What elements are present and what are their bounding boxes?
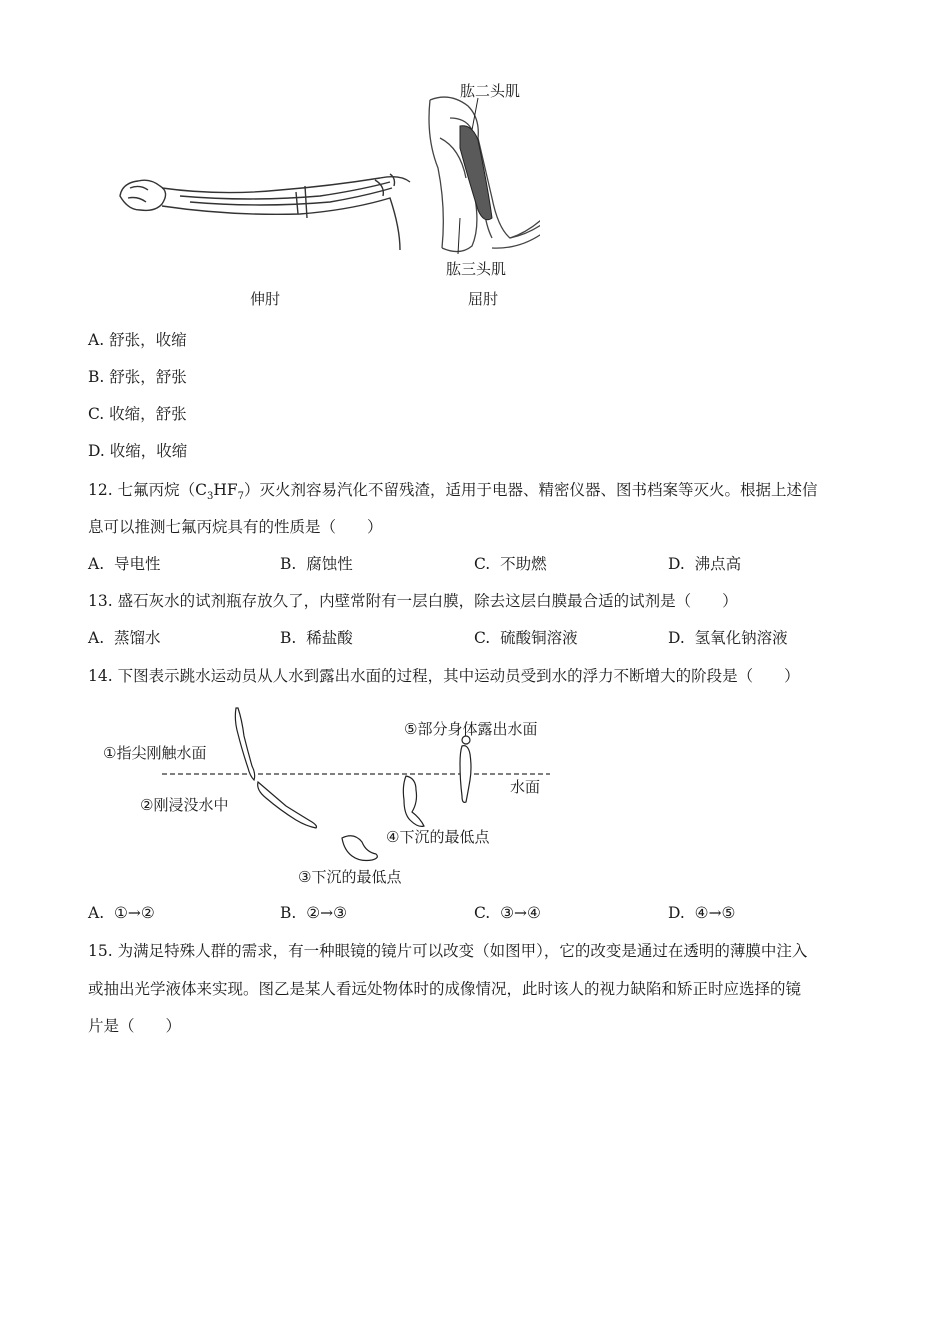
q15-stem-line2: 或抽出光学液体来实现。图乙是某人看远处物体时的成像情况，此时该人的视力缺陷和矫正时应选择的镜	[88, 980, 802, 998]
q13-option-d: D. 氢氧化钠溶液	[668, 629, 788, 647]
arm-figure	[100, 78, 540, 318]
diver-stage5	[460, 736, 471, 802]
stage2-label: ②刚浸没水中	[140, 796, 229, 814]
q12-stem-line1: 12. 七氟丙烷$(C_3HF_7)$灭火剂容易汽化不留残渣，适用于电器、精密仪器、图书档案等灭火。根据上述信	[88, 481, 818, 503]
q14-option-d: D. ④→⑤	[668, 904, 736, 922]
q15-stem-line3: 片是（ ）	[88, 1017, 182, 1035]
extended-arm-drawing	[120, 174, 410, 250]
stage5-label: ⑤部分身体露出水面	[404, 720, 538, 738]
stage4-label: ④下沉的最低点	[386, 828, 490, 846]
q11-option-c: C. 收缩，舒张	[88, 405, 187, 423]
water-surface-label: 水面	[510, 778, 541, 796]
biceps-label: 肱二头肌	[460, 82, 521, 100]
q11-option-b: B. 舒张，舒张	[88, 368, 187, 386]
q11-option-d: D. 收缩，收缩	[88, 442, 188, 460]
q13-option-b: B. 稀盐酸	[280, 629, 353, 647]
q14-option-a: A. ①→②	[88, 904, 155, 922]
q13-option-a: A. 蒸馏水	[88, 629, 161, 647]
q12-stem-line2: 息可以推测七氟丙烷具有的性质是（ ）	[88, 518, 383, 536]
q15-stem-line1: 15. 为满足特殊人群的需求，有一种眼镜的镜片可以改变（如图甲），它的改变是通过在透明的薄膜中注入	[88, 942, 808, 960]
triceps-label: 肱三头肌	[446, 260, 507, 278]
diver-stage4	[403, 776, 424, 826]
q14-stem: 14. 下图表示跳水运动员从人水到露出水面的过程，其中运动员受到水的浮力不断增大的阶段是（ ）	[88, 667, 800, 685]
diver-stage1	[235, 708, 254, 780]
q11-option-a: A. 舒张，收缩	[88, 331, 187, 349]
flex-caption: 屈肘	[468, 290, 499, 308]
stage1-label: ①指尖刚触水面	[103, 744, 207, 762]
extend-caption: 伸肘	[250, 290, 281, 308]
arm-illustration	[100, 78, 540, 318]
q12-option-d: D. 沸点高	[668, 555, 742, 573]
q12-option-a: A. 导电性	[88, 555, 161, 573]
q14-option-b: B. ②→③	[280, 904, 347, 922]
diver-stage3	[342, 836, 377, 861]
q12-option-c: C. 不助燃	[474, 555, 547, 573]
q13-stem: 13. 盛石灰水的试剂瓶存放久了，内壁常附有一层白膜，除去这层白膜最合适的试剂是（ ）	[88, 592, 738, 610]
q12-option-b: B. 腐蚀性	[280, 555, 353, 573]
q14-option-c: C. ③→④	[474, 904, 541, 922]
diver-stage2	[258, 782, 317, 828]
q13-option-c: C. 硫酸铜溶液	[474, 629, 578, 647]
stage3-label: ③下沉的最低点	[298, 868, 402, 886]
